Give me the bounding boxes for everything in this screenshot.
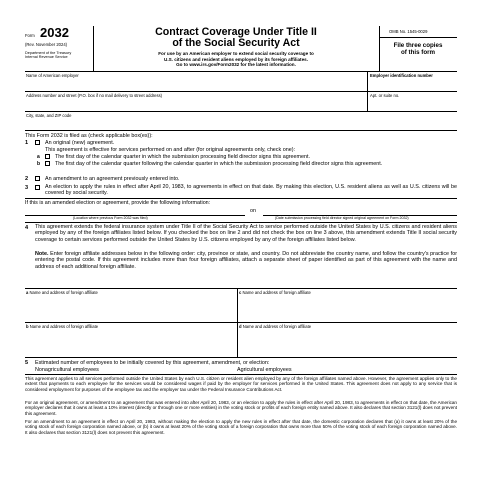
ein-field[interactable]	[368, 72, 457, 91]
original-date-field[interactable]	[263, 208, 457, 215]
affiliate-a-text: Name and address of foreign affiliate	[29, 290, 98, 295]
apt-label: Apt. or suite no.	[370, 93, 400, 98]
affiliate-rule	[25, 357, 457, 358]
form-title-line1: Contract Coverage Under Title II	[155, 26, 317, 38]
form-word: Form	[25, 33, 35, 38]
line1a-letter: a	[37, 154, 40, 160]
title-block	[93, 26, 379, 68]
nonag-field[interactable]	[105, 367, 215, 373]
form-id-block	[25, 26, 93, 60]
affiliate-d-field[interactable]	[238, 323, 457, 357]
affiliate-b-letter: b	[26, 324, 29, 329]
city-label: City, state, and ZIP code	[26, 113, 72, 118]
subtitle-line3: Go to www.irs.gov/Form2032 for the latest information.	[176, 62, 296, 68]
line1-text: An original (new) agreement.	[45, 140, 115, 146]
file-copies-line1: File three copies	[393, 42, 443, 49]
address-field[interactable]	[25, 92, 367, 111]
revision-date: (Rev. November 2024)	[25, 42, 68, 47]
nonag-label: Nonagricultural employees	[35, 367, 99, 373]
line1b-letter: b	[37, 161, 41, 167]
address-label: Address number and street (P.O. box if no mail delivery to street address)	[26, 93, 163, 98]
line1-number: 1	[25, 140, 29, 146]
line1b-checkbox[interactable]	[45, 161, 50, 166]
note-label: Note.	[35, 251, 49, 257]
apt-field[interactable]	[368, 92, 457, 111]
line1-checkbox[interactable]	[35, 140, 40, 145]
agency-line2: Internal Revenue Service	[25, 55, 68, 59]
affiliate-c-letter: c	[239, 290, 242, 295]
form-number: 2032	[40, 25, 69, 40]
date-caption: (Date submission processing field director signed original agreement on Form 2032)	[275, 216, 409, 220]
file-copies-line2: of this form	[400, 49, 436, 57]
line1b-text: The first day of the calendar quarter following the calendar quarter in which the submission processing field director signs this agreement.	[55, 161, 383, 167]
employer-name-label: Name of American employer	[26, 73, 79, 78]
location-caption: (Location where previous Form 2032 was filed)	[73, 216, 148, 220]
ein-label: Employer identification number	[370, 73, 433, 78]
affiliate-a-letter: a	[26, 290, 29, 295]
previous-location-field[interactable]	[25, 208, 245, 215]
line3-text: An election to apply the rules in effect after April 20, 1983, to agreements in effect on that date. By making this election, U.S. resident aliens as well as U.S. citizens will be covered by social security.	[45, 184, 457, 197]
line4-note	[35, 251, 457, 270]
ag-field[interactable]	[300, 367, 457, 373]
line1a-text: The first day of the calendar quarter in which the submission processing field director signs this agreement.	[55, 154, 310, 160]
line3-checkbox[interactable]	[35, 185, 40, 190]
line2-text: An amendment to an agreement previously entered into.	[45, 176, 180, 182]
omb-rule	[379, 37, 457, 38]
filed-as-prompt: This Form 2032 is filed as (check applicable box(es)):	[25, 133, 153, 139]
line2-checkbox[interactable]	[35, 176, 40, 181]
line2-number: 2	[25, 176, 29, 182]
form-page	[25, 26, 457, 476]
affiliate-d-text: Name and address of foreign affiliate	[242, 324, 312, 329]
section-rule	[25, 222, 457, 223]
line5-text: Estimated number of employees to be initially covered by this agreement, amendment, or election:	[35, 360, 270, 366]
note-text: Enter foreign affiliate addresses below in the following order: city, province or state, and country. Do not abbreviate the country name, and follow the country's practice for entering the postal code. If this agreement includes more than four foreign affiliates, attach a separate sheet of paper identified as part of this agreement with the name and address of each additional foreign affiliate.	[35, 251, 457, 270]
line1-sub: This agreement is effective for services performed on and after (for original agreements only, check one):	[45, 147, 295, 153]
affiliate-c-text: Name and address of foreign affiliate	[242, 290, 311, 295]
line5-number: 5	[25, 360, 29, 366]
paragraph-1: This agreement applies to all services performed outside the United States by each U.S. citizen or resident alien employed by any of the foreign affiliates named above. However, the agreement applies only to the extent that payments to each employee for the services would be considered wages if paid by the employer for services performed in the United States. This agreement does not apply to any service that is considered employment for purposes of the employee tax and the employer tax under the Federal Insurance Contributions Act.	[25, 376, 457, 392]
city-field[interactable]	[25, 112, 457, 130]
paragraph-3: For an amendment to an agreement in effect on April 20, 1983, without making the election to apply the new rules in effect after that date, the domestic corporation declares that (a) it owns at least 20% of the voting stock of each foreign corporation named above, or (b) it owns at least 20% of the voting stock of a foreign corporation that owns more than 50% of the voting stock of each foreign corporation named above. It also declares that section 3121(l) does not prevent this agreement.	[25, 419, 457, 435]
line1a-checkbox[interactable]	[45, 154, 50, 159]
affiliate-c-field[interactable]	[238, 289, 457, 322]
subtitle-line2: U.S. citizens and resident aliens employed by its foreign affiliates.	[164, 56, 308, 62]
amended-on: on	[250, 208, 256, 214]
paragraph-2: For an original agreement, or amendment to an agreement that was entered into after April 20, 1983, or an election to apply the rules in effect after April 20, 1983, to agreements in effect on that date, the American employer declares that it owns at least a 10% interest (directly or through one or more entities) in the voting stock or profits of each foreign entity named above. It also declares that section 3121(l) does not prevent this agreement.	[25, 400, 457, 416]
ag-label: Agricultural employees	[237, 367, 292, 373]
form-title-line2: of the Social Security Act	[172, 37, 300, 49]
line3-number: 3	[25, 185, 29, 191]
affiliate-b-field[interactable]	[25, 323, 237, 357]
amended-prompt: If this is an amended election or agreement, provide the following information:	[25, 200, 211, 206]
agency-line1: Department of the Treasury	[25, 51, 72, 55]
line4-number: 4	[25, 225, 29, 231]
line4-text: This agreement extends the federal insurance system under Title II of the Social Security Act to service performed outside the United States by U.S. citizens and resident aliens employed by any of the foreign affiliates listed below. If you checked the box on line 2 and did not check the box on line 3 above, this amendment extends Title II social security coverage to certain services performed outside the United States by U.S. citizens employed by any of the foreign affiliates listed below.	[35, 224, 457, 243]
file-copies-note	[379, 42, 457, 56]
employer-name-field[interactable]	[25, 72, 367, 91]
row-rule	[25, 130, 457, 131]
section-rule	[25, 374, 457, 375]
subtitle-line1: For use by an American employer to extend social security coverage to	[158, 51, 314, 56]
section-rule	[25, 198, 457, 199]
affiliate-b-text: Name and address of foreign affiliate	[29, 324, 99, 329]
affiliate-a-field[interactable]	[25, 289, 237, 322]
affiliate-d-letter: d	[239, 324, 242, 329]
omb-number: OMB No. 1545-0029	[389, 29, 428, 34]
